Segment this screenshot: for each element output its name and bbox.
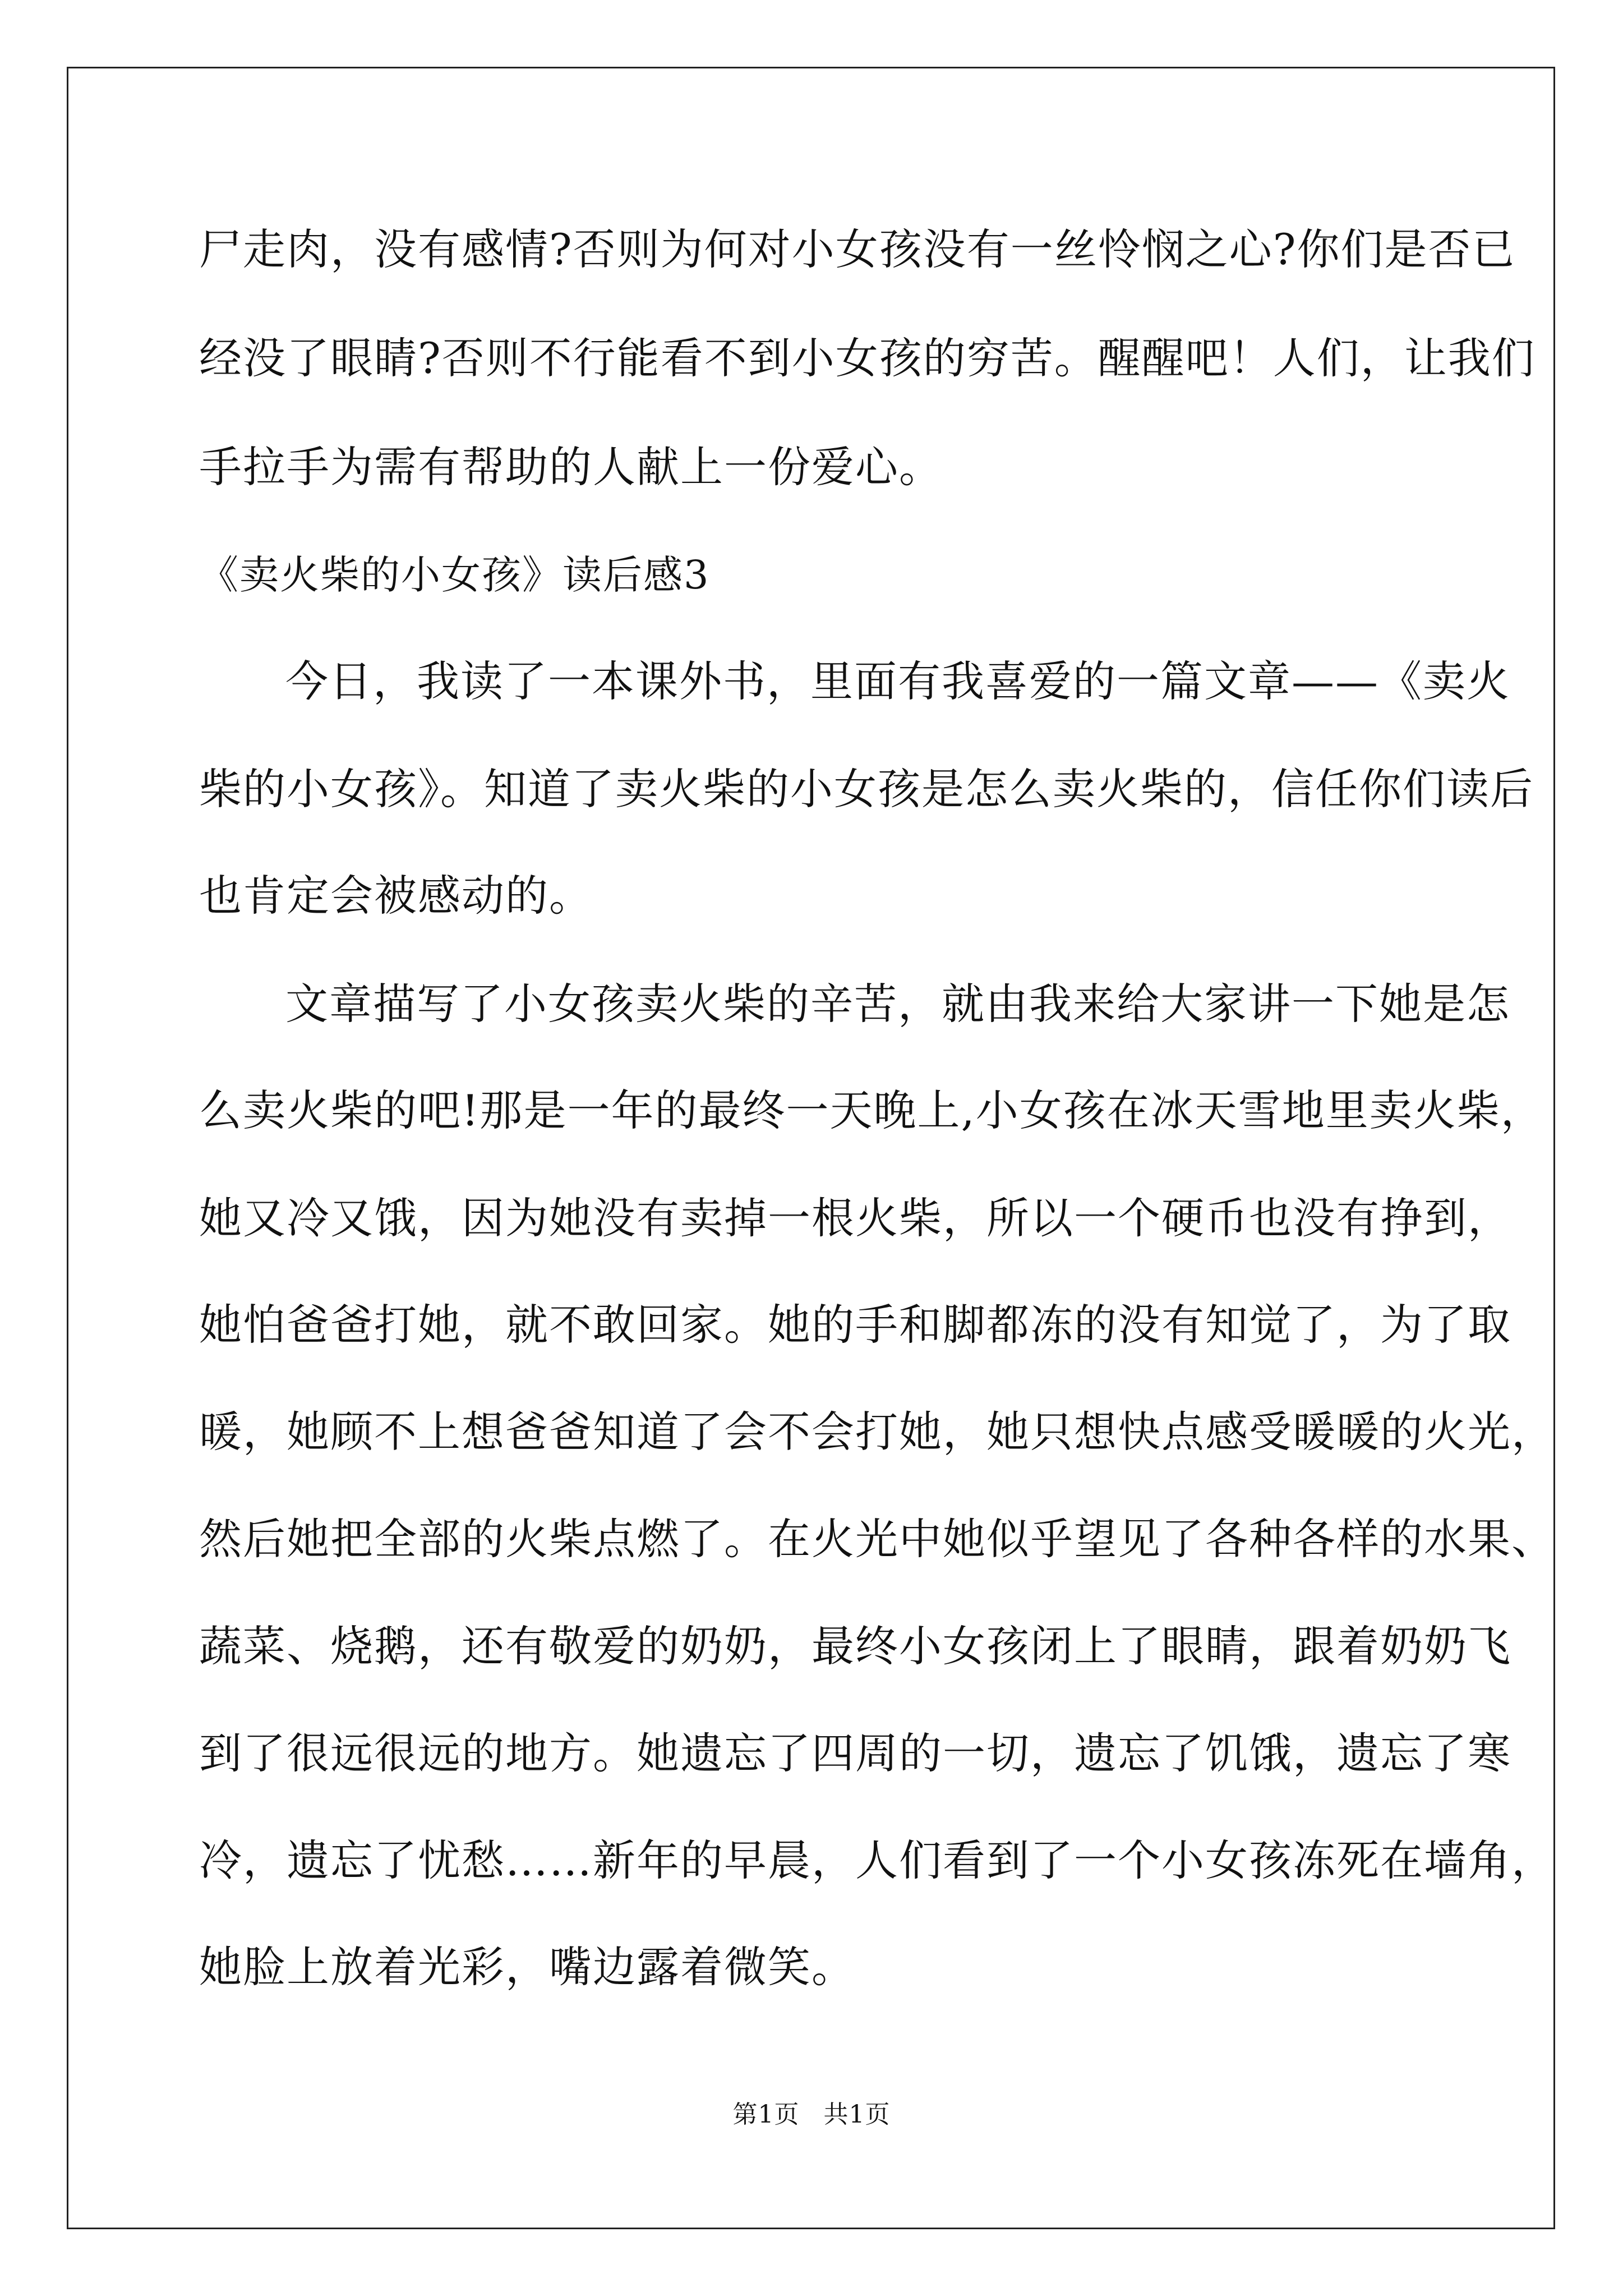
text-line: 今日，我读了一本课外书，里面有我喜爱的一篇文章——《卖火 — [285, 656, 1510, 706]
text-line: 文章描写了小女孩卖火柴的辛苦，就由我来给大家讲一下她是怎 — [285, 979, 1510, 1029]
section-heading: 《卖火柴的小女孩》读后感3 — [199, 552, 710, 598]
text-line: 蔬菜、烧鹅，还有敬爱的奶奶，最终小女孩闭上了眼睛，跟着奶奶飞 — [199, 1621, 1511, 1671]
text-line: 到了很远很远的地方。她遗忘了四周的一切，遗忘了饥饿，遗忘了寒 — [199, 1728, 1511, 1778]
page-number-total: 共1页 — [823, 2100, 891, 2129]
text-line: 也肯定会被感动的。 — [199, 871, 593, 921]
text-line: 么卖火柴的吧!那是一年的最终一天晚上,小女孩在冰天雪地里卖火柴， — [199, 1085, 1544, 1135]
text-line: 经没了眼睛?否则不行能看不到小女孩的穷苦。醒醒吧！人们，让我们 — [199, 333, 1536, 383]
text-line: 尸走肉，没有感情?否则为何对小女孩没有一丝怜悯之心?你们是否已 — [199, 224, 1516, 274]
text-line: 她怕爸爸打她，就不敢回家。她的手和脚都冻的没有知觉了，为了取 — [199, 1300, 1511, 1350]
text-line: 冷，遗忘了忧愁……新年的早晨，人们看到了一个小女孩冻死在墙角， — [199, 1835, 1555, 1885]
text-line: 然后她把全部的火柴点燃了。在火光中她似乎望见了各种各样的水果、 — [199, 1514, 1555, 1564]
page-footer — [0, 2098, 1623, 2132]
text-line: 暖，她顾不上想爸爸知道了会不会打她，她只想快点感受暖暖的火光， — [199, 1407, 1555, 1457]
text-line: 她又冷又饿，因为她没有卖掉一根火柴，所以一个硬币也没有挣到， — [199, 1193, 1511, 1243]
text-line: 手拉手为需有帮助的人献上一份爱心。 — [199, 442, 943, 492]
page-border — [67, 67, 1555, 2229]
text-line: 柴的小女孩》。知道了卖火柴的小女孩是怎么卖火柴的，信任你们读后 — [199, 764, 1534, 814]
page-number-current: 第1页 — [732, 2100, 800, 2129]
text-line: 她脸上放着光彩，嘴边露着微笑。 — [199, 1942, 855, 1992]
